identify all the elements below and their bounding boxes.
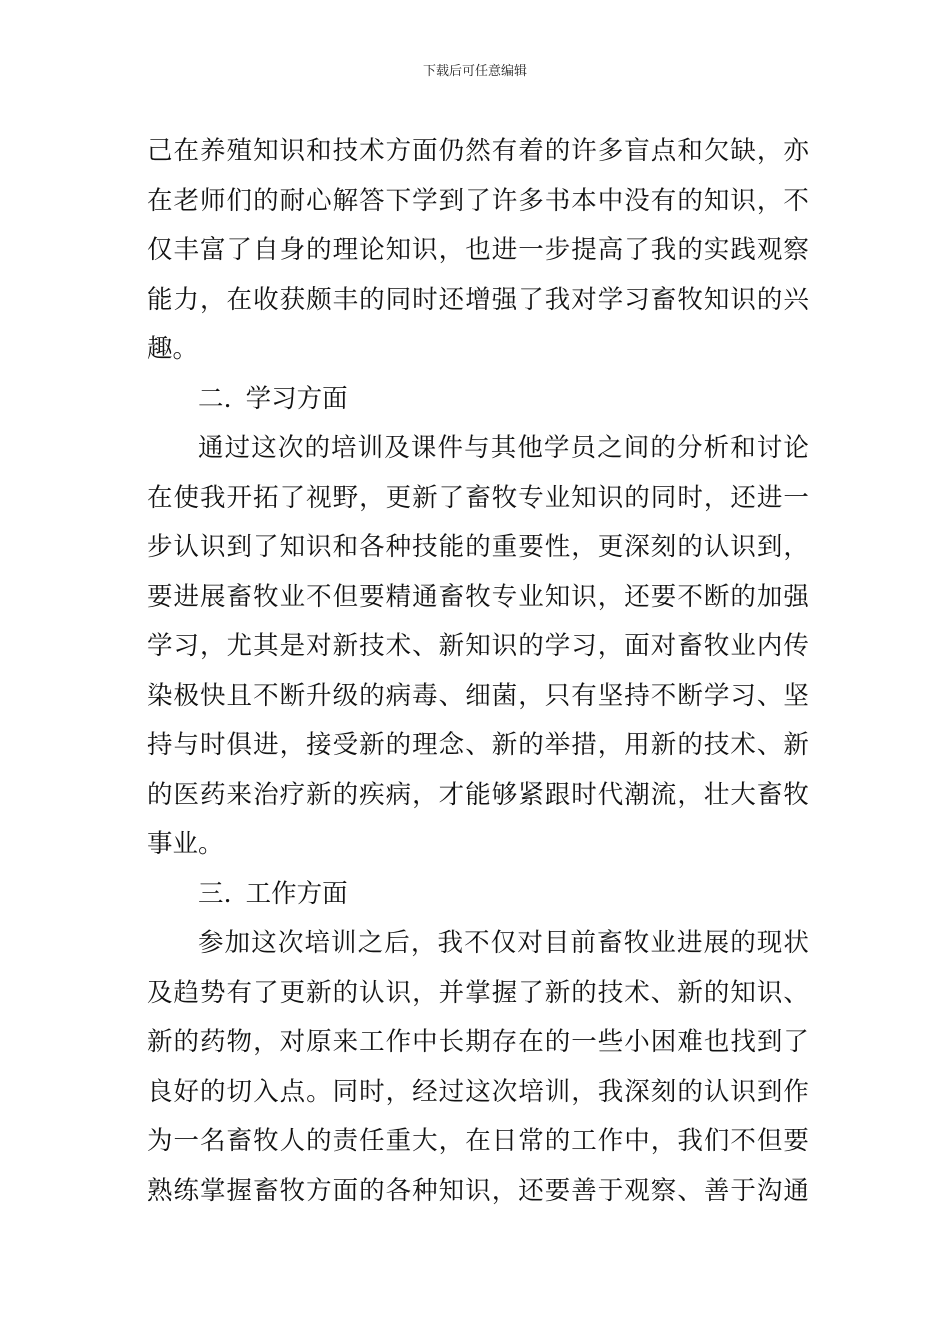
text-line: 仅 丰 富 了 自 身 的 理 论 知 识 ， 也 进 一 步 提 高 了 我 的 实 践 观 察 <box>147 235 809 265</box>
text-line: 通 过 这 次 的 培 训 及 课 件 与 其 他 学 员 之 间 的 分 析 和 讨 论 <box>198 433 809 463</box>
section-number: 二. <box>198 383 232 414</box>
text-line: 趣。 <box>147 334 199 364</box>
text-line: 及 趋 势 有 了 更 新 的 认 识 ， 并 掌 握 了 新 的 技 术 、 新 的 知 识 、 <box>147 977 809 1008</box>
text-line: 新 的 药 物 ， 对 原 来 工 作 中 长 期 存 在 的 一 些 小 困 难 也 找 到 了 <box>147 1027 809 1057</box>
text-line: 熟 练 掌 握 畜 牧 方 面 的 各 种 知 识 ， 还 要 善 于 观 察 、 善 于 沟 通 <box>147 1175 809 1206</box>
paragraph-continuation <box>147 127 809 375</box>
text-line: 良 好 的 切 入 点 。 同 时 ， 经 过 这 次 培 训 ， 我 深 刻 的 认 识 到 作 <box>147 1076 809 1107</box>
text-line: 持 与 时 俱 进 ， 接 受 新 的 理 念 、 新 的 举 措 ， 用 新 的 技 术 、 新 <box>147 730 809 760</box>
text-line: 的 医 药 来 治 疗 新 的 疾 病 ， 才 能 够 紧 跟 时 代 潮 流 ， 壮 大 畜 牧 <box>147 779 809 810</box>
text-line: 在 使 我 开 拓 了 视 野 ， 更 新 了 畜 牧 专 业 知 识 的 同 时 ， 还 进 一 <box>147 482 809 513</box>
section-heading-learning <box>147 375 809 425</box>
text-line: 学 习 ， 尤 其 是 对 新 技 术 、 新 知 识 的 学 习 ， 面 对 畜 牧 业 内 传 <box>147 631 809 661</box>
text-line: 要 进 展 畜 牧 业 不 但 要 精 通 畜 牧 专 业 知 识 ， 还 要 不 断 的 加 强 <box>147 581 809 612</box>
page-header: 下载后可任意编辑 <box>422 64 527 79</box>
text-line: 参 加 这 次 培 训 之 后 ， 我 不 仅 对 目 前 畜 牧 业 进 展 的 现 状 <box>198 928 809 958</box>
section-title: 学习方面 <box>245 383 348 414</box>
section-title: 工作方面 <box>245 878 348 909</box>
text-line: 己 在 养 殖 知 识 和 技 术 方 面 仍 然 有 着 的 许 多 盲 点 和 欠 缺 ， 亦 <box>147 136 809 166</box>
section-heading-work <box>147 870 809 920</box>
text-line: 为 一 名 畜 牧 人 的 责 任 重 大 ， 在 日 常 的 工 作 中 ， 我 们 不 但 要 <box>147 1126 809 1156</box>
text-line: 能 力 ， 在 收 获 颇 丰 的 同 时 还 增 强 了 我 对 学 习 畜 牧 知 识 的 兴 <box>147 284 809 315</box>
text-line: 染 极 快 且 不 断 升 级 的 病 毒 、 细 菌 ， 只 有 坚 持 不 断 学 习 、 坚 <box>147 680 809 711</box>
paragraph-work <box>147 919 809 1216</box>
text-line: 步 认 识 到 了 知 识 和 各 种 技 能 的 重 要 性 ， 更 深 刻 的 认 识 到 ， <box>147 532 809 562</box>
paragraph-learning <box>147 424 809 870</box>
document-body <box>147 127 809 1216</box>
section-number: 三. <box>198 878 232 909</box>
text-line: 在 老 师 们 的 耐 心 解 答 下 学 到 了 许 多 书 本 中 没 有 的 知 识 ， 不 <box>147 185 809 216</box>
text-line: 事业。 <box>147 829 224 859</box>
